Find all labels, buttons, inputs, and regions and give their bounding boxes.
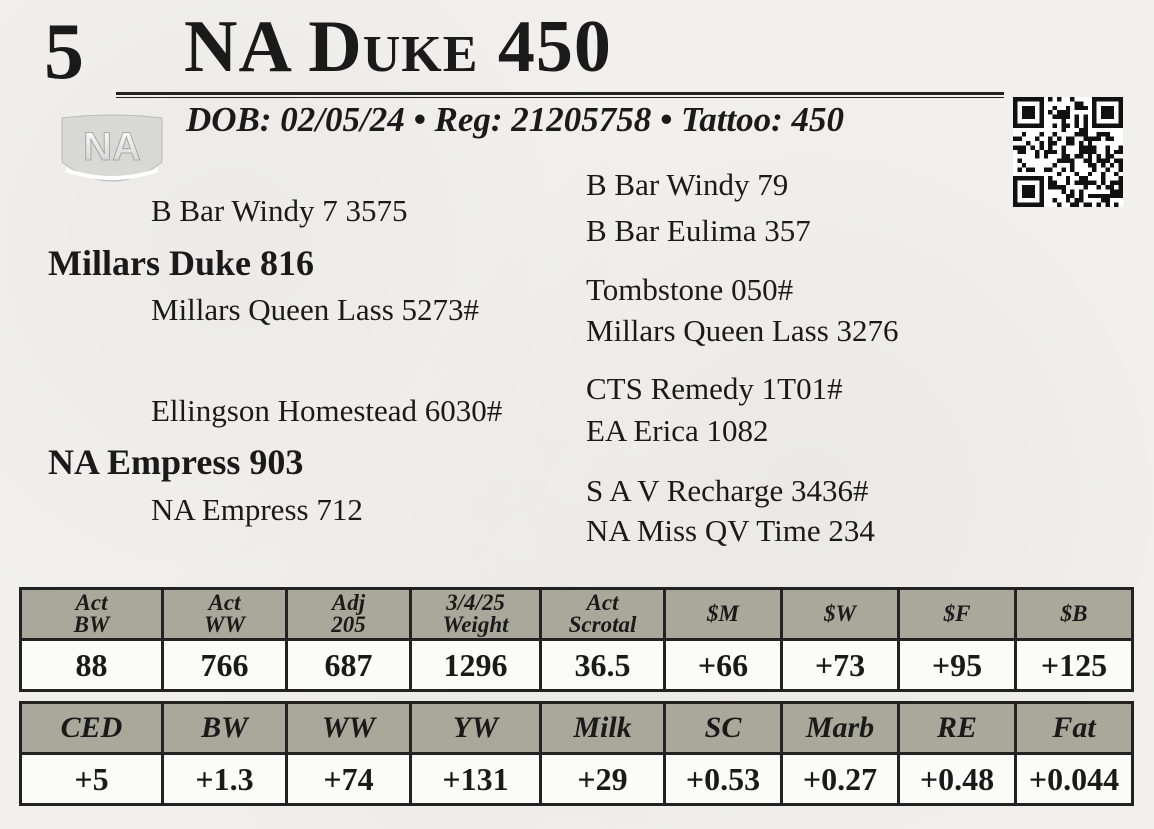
value-act-bw: 88 xyxy=(21,640,163,691)
performance-table xyxy=(19,587,1134,692)
value-adj-205: 687 xyxy=(287,640,411,691)
header-act-scrotal: Act Scrotal xyxy=(541,589,665,640)
header-re: RE xyxy=(899,703,1016,754)
dam-name: NA Empress 903 xyxy=(48,442,304,482)
sire-dam: Millars Queen Lass 5273# xyxy=(151,292,480,327)
value-dollar-f: +95 xyxy=(899,640,1016,691)
sire-name: Millars Duke 816 xyxy=(48,243,314,283)
header-bw: BW xyxy=(163,703,287,754)
na-logo-icon xyxy=(58,114,166,188)
header-fat: Fat xyxy=(1016,703,1133,754)
header-ww: WW xyxy=(287,703,411,754)
value-re: +0.48 xyxy=(899,754,1016,805)
performance-value-row xyxy=(21,640,1133,691)
header-dollar-b: $B xyxy=(1016,589,1133,640)
epd-table xyxy=(19,701,1134,806)
sire-dam-dam: Millars Queen Lass 3276 xyxy=(586,313,899,348)
header-act-ww: Act WW xyxy=(163,589,287,640)
header-milk: Milk xyxy=(541,703,665,754)
header-adj-205: Adj 205 xyxy=(287,589,411,640)
dam-dam: NA Empress 712 xyxy=(151,492,363,527)
header-sc: SC xyxy=(665,703,782,754)
dam-sire-dam: EA Erica 1082 xyxy=(586,413,769,448)
animal-name: NA Duke 450 xyxy=(184,6,612,88)
header-dollar-m: $M xyxy=(665,589,782,640)
header-marb: Marb xyxy=(782,703,899,754)
lot-number: 5 xyxy=(44,8,84,96)
dam-sire-sire: CTS Remedy 1T01# xyxy=(586,371,843,406)
dam-sire: Ellingson Homestead 6030# xyxy=(151,393,503,428)
value-act-ww: 766 xyxy=(163,640,287,691)
value-dollar-b: +125 xyxy=(1016,640,1133,691)
dam-dam-sire: S A V Recharge 3436# xyxy=(586,473,869,508)
epd-value-row xyxy=(21,754,1133,805)
value-sc: +0.53 xyxy=(665,754,782,805)
value-act-scrotal: 36.5 xyxy=(541,640,665,691)
value-fat: +0.044 xyxy=(1016,754,1133,805)
header-yw: YW xyxy=(411,703,541,754)
value-dollar-m: +66 xyxy=(665,640,782,691)
value-ww: +74 xyxy=(287,754,411,805)
id-line: DOB: 02/05/24 • Reg: 21205758 • Tattoo: 450 xyxy=(186,100,845,139)
value-yw: +131 xyxy=(411,754,541,805)
title-rule xyxy=(116,92,1004,98)
qr-code-icon xyxy=(1012,97,1124,207)
performance-header-row xyxy=(21,589,1133,640)
sire-sire-dam: B Bar Eulima 357 xyxy=(586,213,811,248)
header-weight: 3/4/25 Weight xyxy=(411,589,541,640)
header-ced: CED xyxy=(21,703,163,754)
dam-dam-dam: NA Miss QV Time 234 xyxy=(586,513,875,548)
epd-header-row xyxy=(21,703,1133,754)
header-act-bw: Act BW xyxy=(21,589,163,640)
value-marb: +0.27 xyxy=(782,754,899,805)
value-ced: +5 xyxy=(21,754,163,805)
value-weight: 1296 xyxy=(411,640,541,691)
sire-sire-sire: B Bar Windy 79 xyxy=(586,167,789,202)
value-bw: +1.3 xyxy=(163,754,287,805)
value-milk: +29 xyxy=(541,754,665,805)
sire-sire: B Bar Windy 7 3575 xyxy=(151,193,408,228)
svg-text:NA: NA xyxy=(83,125,141,169)
header-dollar-w: $W xyxy=(782,589,899,640)
header-dollar-f: $F xyxy=(899,589,1016,640)
sire-dam-sire: Tombstone 050# xyxy=(586,272,794,307)
value-dollar-w: +73 xyxy=(782,640,899,691)
